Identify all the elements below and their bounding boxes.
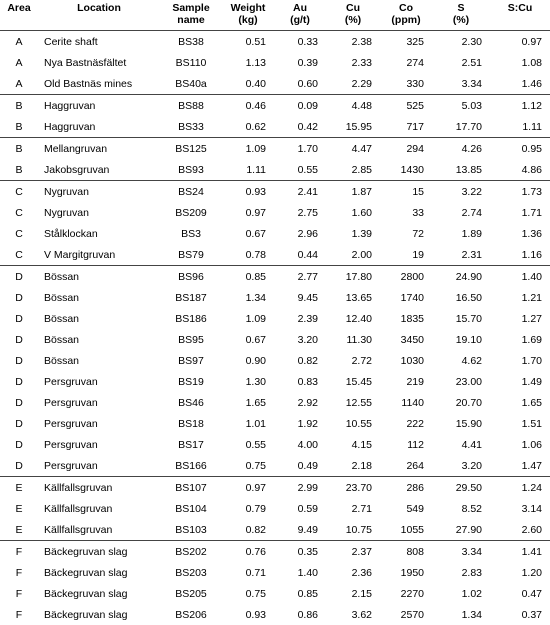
table-row (0, 202, 550, 223)
cell-weight: 0.97 (222, 202, 274, 223)
cell-area: C (0, 244, 38, 266)
table-row (0, 604, 550, 625)
cell-au: 0.55 (274, 159, 326, 181)
cell-cu: 2.15 (326, 583, 380, 604)
cell-s: 19.10 (432, 329, 490, 350)
cell-area: D (0, 308, 38, 329)
cell-area: C (0, 181, 38, 203)
cell-weight: 1.30 (222, 371, 274, 392)
cell-location: Bössan (38, 266, 160, 288)
cell-cu: 2.71 (326, 498, 380, 519)
cell-au: 0.49 (274, 455, 326, 477)
cell-sample-name: BS104 (160, 498, 222, 519)
cell-location: Bäckegruvan slag (38, 583, 160, 604)
cell-weight: 0.55 (222, 434, 274, 455)
cell-s: 3.34 (432, 73, 490, 95)
cell-s: 20.70 (432, 392, 490, 413)
cell-cu: 15.45 (326, 371, 380, 392)
cell-s: 23.00 (432, 371, 490, 392)
table-row (0, 434, 550, 455)
cell-weight: 0.51 (222, 31, 274, 53)
cell-cu: 2.29 (326, 73, 380, 95)
cell-sample-name: BS205 (160, 583, 222, 604)
table-row (0, 116, 550, 138)
cell-s: 27.90 (432, 519, 490, 541)
table-row (0, 287, 550, 308)
cell-co: 2270 (380, 583, 432, 604)
cell-cu: 2.18 (326, 455, 380, 477)
cell-weight: 1.13 (222, 52, 274, 73)
table-row (0, 73, 550, 95)
cell-location: Källfallsgruvan (38, 477, 160, 499)
table-row (0, 455, 550, 477)
cell-area: C (0, 202, 38, 223)
cell-s-cu: 1.70 (490, 350, 550, 371)
cell-area: E (0, 519, 38, 541)
cell-area: F (0, 562, 38, 583)
cell-weight: 0.90 (222, 350, 274, 371)
cell-weight: 0.82 (222, 519, 274, 541)
cell-cu: 2.33 (326, 52, 380, 73)
cell-s-cu: 1.69 (490, 329, 550, 350)
table-row (0, 392, 550, 413)
cell-cu: 12.55 (326, 392, 380, 413)
col-header-location: Location (38, 0, 160, 31)
cell-location: Old Bastnäs mines (38, 73, 160, 95)
cell-au: 0.42 (274, 116, 326, 138)
cell-au: 4.00 (274, 434, 326, 455)
cell-weight: 0.75 (222, 455, 274, 477)
cell-co: 1430 (380, 159, 432, 181)
cell-weight: 0.46 (222, 95, 274, 117)
cell-co: 3450 (380, 329, 432, 350)
cell-co: 19 (380, 244, 432, 266)
cell-weight: 0.85 (222, 266, 274, 288)
table-body (0, 31, 550, 625)
cell-s: 4.62 (432, 350, 490, 371)
table-row (0, 244, 550, 266)
cell-cu: 23.70 (326, 477, 380, 499)
table-header-row (0, 0, 550, 31)
cell-location: Persgruvan (38, 392, 160, 413)
cell-location: Bössan (38, 329, 160, 350)
cell-au: 0.35 (274, 541, 326, 563)
cell-weight: 1.34 (222, 287, 274, 308)
cell-cu: 15.95 (326, 116, 380, 138)
cell-s-cu: 3.14 (490, 498, 550, 519)
cell-cu: 10.55 (326, 413, 380, 434)
cell-cu: 10.75 (326, 519, 380, 541)
cell-location: Bössan (38, 350, 160, 371)
cell-sample-name: BS18 (160, 413, 222, 434)
cell-area: A (0, 52, 38, 73)
cell-au: 2.92 (274, 392, 326, 413)
cell-area: F (0, 541, 38, 563)
cell-location: V Margitgruvan (38, 244, 160, 266)
cell-s: 3.34 (432, 541, 490, 563)
cell-area: E (0, 477, 38, 499)
cell-s-cu: 4.86 (490, 159, 550, 181)
cell-au: 2.39 (274, 308, 326, 329)
cell-s-cu: 1.73 (490, 181, 550, 203)
cell-cu: 11.30 (326, 329, 380, 350)
cell-sample-name: BS79 (160, 244, 222, 266)
cell-location: Persgruvan (38, 371, 160, 392)
cell-co: 33 (380, 202, 432, 223)
cell-au: 1.40 (274, 562, 326, 583)
table-row (0, 562, 550, 583)
cell-s: 17.70 (432, 116, 490, 138)
cell-s-cu: 1.47 (490, 455, 550, 477)
cell-s-cu: 1.21 (490, 287, 550, 308)
cell-au: 2.96 (274, 223, 326, 244)
cell-cu: 4.47 (326, 138, 380, 160)
cell-co: 1055 (380, 519, 432, 541)
cell-s: 3.22 (432, 181, 490, 203)
cell-au: 0.44 (274, 244, 326, 266)
cell-au: 2.75 (274, 202, 326, 223)
cell-s-cu: 0.95 (490, 138, 550, 160)
cell-sample-name: BS95 (160, 329, 222, 350)
cell-s: 15.70 (432, 308, 490, 329)
cell-location: Persgruvan (38, 434, 160, 455)
cell-location: Nygruvan (38, 181, 160, 203)
col-header-cu: Cu (%) (326, 0, 380, 31)
cell-au: 2.41 (274, 181, 326, 203)
cell-area: D (0, 287, 38, 308)
cell-au: 0.33 (274, 31, 326, 53)
table-row (0, 413, 550, 434)
table-row (0, 350, 550, 371)
cell-location: Bössan (38, 308, 160, 329)
table-row (0, 31, 550, 53)
cell-s: 29.50 (432, 477, 490, 499)
cell-au: 0.86 (274, 604, 326, 625)
cell-s: 15.90 (432, 413, 490, 434)
cell-co: 286 (380, 477, 432, 499)
table-row (0, 181, 550, 203)
cell-s: 5.03 (432, 95, 490, 117)
cell-s-cu: 1.12 (490, 95, 550, 117)
cell-weight: 1.11 (222, 159, 274, 181)
cell-s-cu: 1.11 (490, 116, 550, 138)
cell-sample-name: BS110 (160, 52, 222, 73)
cell-co: 549 (380, 498, 432, 519)
cell-s: 1.34 (432, 604, 490, 625)
cell-cu: 2.72 (326, 350, 380, 371)
cell-cu: 3.62 (326, 604, 380, 625)
cell-sample-name: BS19 (160, 371, 222, 392)
cell-sample-name: BS107 (160, 477, 222, 499)
cell-s-cu: 1.24 (490, 477, 550, 499)
cell-s-cu: 1.20 (490, 562, 550, 583)
cell-s: 2.74 (432, 202, 490, 223)
table-row (0, 498, 550, 519)
cell-s: 16.50 (432, 287, 490, 308)
cell-area: D (0, 392, 38, 413)
cell-area: C (0, 223, 38, 244)
cell-co: 808 (380, 541, 432, 563)
cell-area: F (0, 583, 38, 604)
cell-co: 1740 (380, 287, 432, 308)
cell-area: A (0, 31, 38, 53)
cell-au: 2.99 (274, 477, 326, 499)
cell-co: 219 (380, 371, 432, 392)
cell-au: 0.85 (274, 583, 326, 604)
cell-location: Haggruvan (38, 95, 160, 117)
cell-location: Nya Bastnäsfältet (38, 52, 160, 73)
cell-co: 525 (380, 95, 432, 117)
cell-s: 24.90 (432, 266, 490, 288)
cell-au: 0.09 (274, 95, 326, 117)
cell-sample-name: BS46 (160, 392, 222, 413)
cell-au: 9.49 (274, 519, 326, 541)
cell-sample-name: BS38 (160, 31, 222, 53)
cell-cu: 2.85 (326, 159, 380, 181)
cell-s-cu: 1.06 (490, 434, 550, 455)
cell-weight: 1.09 (222, 138, 274, 160)
cell-au: 2.77 (274, 266, 326, 288)
cell-sample-name: BS40a (160, 73, 222, 95)
cell-weight: 0.67 (222, 223, 274, 244)
cell-area: D (0, 350, 38, 371)
table-row (0, 371, 550, 392)
cell-weight: 0.78 (222, 244, 274, 266)
table-row (0, 223, 550, 244)
col-header-weight: Weight (kg) (222, 0, 274, 31)
cell-area: D (0, 455, 38, 477)
cell-cu: 1.87 (326, 181, 380, 203)
cell-area: B (0, 138, 38, 160)
cell-s-cu: 1.36 (490, 223, 550, 244)
cell-weight: 1.09 (222, 308, 274, 329)
cell-sample-name: BS33 (160, 116, 222, 138)
cell-location: Källfallsgruvan (38, 519, 160, 541)
cell-s-cu: 1.41 (490, 541, 550, 563)
cell-cu: 12.40 (326, 308, 380, 329)
cell-s: 2.51 (432, 52, 490, 73)
cell-s: 8.52 (432, 498, 490, 519)
cell-weight: 0.79 (222, 498, 274, 519)
cell-location: Bössan (38, 287, 160, 308)
table-row (0, 266, 550, 288)
cell-co: 274 (380, 52, 432, 73)
cell-location: Bäckegruvan slag (38, 541, 160, 563)
cell-location: Nygruvan (38, 202, 160, 223)
cell-area: D (0, 371, 38, 392)
table-row (0, 477, 550, 499)
cell-co: 294 (380, 138, 432, 160)
col-header-s: S (%) (432, 0, 490, 31)
cell-co: 15 (380, 181, 432, 203)
cell-area: B (0, 159, 38, 181)
cell-area: D (0, 413, 38, 434)
cell-cu: 13.65 (326, 287, 380, 308)
col-header-au: Au (g/t) (274, 0, 326, 31)
cell-weight: 1.65 (222, 392, 274, 413)
cell-co: 222 (380, 413, 432, 434)
cell-sample-name: BS187 (160, 287, 222, 308)
col-header-area: Area (0, 0, 38, 31)
cell-co: 264 (380, 455, 432, 477)
col-header-co: Co (ppm) (380, 0, 432, 31)
cell-cu: 1.39 (326, 223, 380, 244)
table-row (0, 138, 550, 160)
cell-cu: 4.48 (326, 95, 380, 117)
cell-location: Bäckegruvan slag (38, 562, 160, 583)
cell-s-cu: 1.16 (490, 244, 550, 266)
cell-cu: 2.00 (326, 244, 380, 266)
cell-au: 1.92 (274, 413, 326, 434)
cell-co: 72 (380, 223, 432, 244)
cell-sample-name: BS186 (160, 308, 222, 329)
cell-co: 1950 (380, 562, 432, 583)
cell-s: 3.20 (432, 455, 490, 477)
cell-co: 325 (380, 31, 432, 53)
table-row (0, 308, 550, 329)
table-row (0, 541, 550, 563)
cell-cu: 2.38 (326, 31, 380, 53)
cell-sample-name: BS209 (160, 202, 222, 223)
cell-cu: 1.60 (326, 202, 380, 223)
cell-weight: 0.97 (222, 477, 274, 499)
table-row (0, 519, 550, 541)
col-header-sample-name: Sample name (160, 0, 222, 31)
cell-location: Mellangruvan (38, 138, 160, 160)
cell-weight: 0.40 (222, 73, 274, 95)
cell-s: 4.26 (432, 138, 490, 160)
cell-sample-name: BS96 (160, 266, 222, 288)
cell-weight: 0.76 (222, 541, 274, 563)
cell-s-cu: 0.97 (490, 31, 550, 53)
cell-sample-name: BS3 (160, 223, 222, 244)
cell-weight: 0.71 (222, 562, 274, 583)
cell-s-cu: 2.60 (490, 519, 550, 541)
cell-cu: 4.15 (326, 434, 380, 455)
cell-s-cu: 1.49 (490, 371, 550, 392)
table-row (0, 95, 550, 117)
cell-weight: 0.93 (222, 604, 274, 625)
cell-co: 717 (380, 116, 432, 138)
cell-weight: 1.01 (222, 413, 274, 434)
cell-co: 112 (380, 434, 432, 455)
cell-s-cu: 1.71 (490, 202, 550, 223)
cell-sample-name: BS125 (160, 138, 222, 160)
cell-sample-name: BS206 (160, 604, 222, 625)
cell-au: 9.45 (274, 287, 326, 308)
cell-s-cu: 1.27 (490, 308, 550, 329)
cell-weight: 0.93 (222, 181, 274, 203)
cell-location: Bäckegruvan slag (38, 604, 160, 625)
table-row (0, 159, 550, 181)
cell-area: A (0, 73, 38, 95)
cell-au: 0.39 (274, 52, 326, 73)
cell-area: B (0, 116, 38, 138)
cell-location: Persgruvan (38, 413, 160, 434)
cell-weight: 0.75 (222, 583, 274, 604)
cell-s: 1.02 (432, 583, 490, 604)
cell-area: E (0, 498, 38, 519)
cell-co: 1140 (380, 392, 432, 413)
cell-sample-name: BS93 (160, 159, 222, 181)
cell-location: Källfallsgruvan (38, 498, 160, 519)
cell-co: 2570 (380, 604, 432, 625)
cell-sample-name: BS17 (160, 434, 222, 455)
cell-s: 13.85 (432, 159, 490, 181)
cell-au: 0.60 (274, 73, 326, 95)
cell-area: B (0, 95, 38, 117)
cell-co: 1030 (380, 350, 432, 371)
cell-sample-name: BS203 (160, 562, 222, 583)
cell-s-cu: 1.51 (490, 413, 550, 434)
cell-s-cu: 0.47 (490, 583, 550, 604)
cell-cu: 17.80 (326, 266, 380, 288)
cell-location: Haggruvan (38, 116, 160, 138)
cell-au: 0.82 (274, 350, 326, 371)
cell-s: 4.41 (432, 434, 490, 455)
cell-au: 1.70 (274, 138, 326, 160)
cell-cu: 2.37 (326, 541, 380, 563)
cell-sample-name: BS97 (160, 350, 222, 371)
table-row (0, 52, 550, 73)
cell-area: D (0, 434, 38, 455)
cell-s-cu: 1.08 (490, 52, 550, 73)
cell-s: 1.89 (432, 223, 490, 244)
cell-cu: 2.36 (326, 562, 380, 583)
cell-sample-name: BS103 (160, 519, 222, 541)
col-header-s-cu: S:Cu (490, 0, 550, 31)
cell-co: 2800 (380, 266, 432, 288)
cell-location: Cerite shaft (38, 31, 160, 53)
cell-area: F (0, 604, 38, 625)
cell-weight: 0.67 (222, 329, 274, 350)
cell-s-cu: 0.37 (490, 604, 550, 625)
cell-s-cu: 1.65 (490, 392, 550, 413)
cell-area: D (0, 266, 38, 288)
cell-sample-name: BS166 (160, 455, 222, 477)
cell-s: 2.30 (432, 31, 490, 53)
cell-s-cu: 1.46 (490, 73, 550, 95)
table-row (0, 583, 550, 604)
cell-weight: 0.62 (222, 116, 274, 138)
table-row (0, 329, 550, 350)
cell-location: Jakobsgruvan (38, 159, 160, 181)
cell-sample-name: BS202 (160, 541, 222, 563)
cell-co: 330 (380, 73, 432, 95)
cell-sample-name: BS88 (160, 95, 222, 117)
cell-s: 2.83 (432, 562, 490, 583)
cell-au: 3.20 (274, 329, 326, 350)
cell-au: 0.59 (274, 498, 326, 519)
cell-area: D (0, 329, 38, 350)
cell-au: 0.83 (274, 371, 326, 392)
cell-location: Persgruvan (38, 455, 160, 477)
cell-sample-name: BS24 (160, 181, 222, 203)
cell-s-cu: 1.40 (490, 266, 550, 288)
cell-location: Stålklockan (38, 223, 160, 244)
cell-s: 2.31 (432, 244, 490, 266)
cell-co: 1835 (380, 308, 432, 329)
